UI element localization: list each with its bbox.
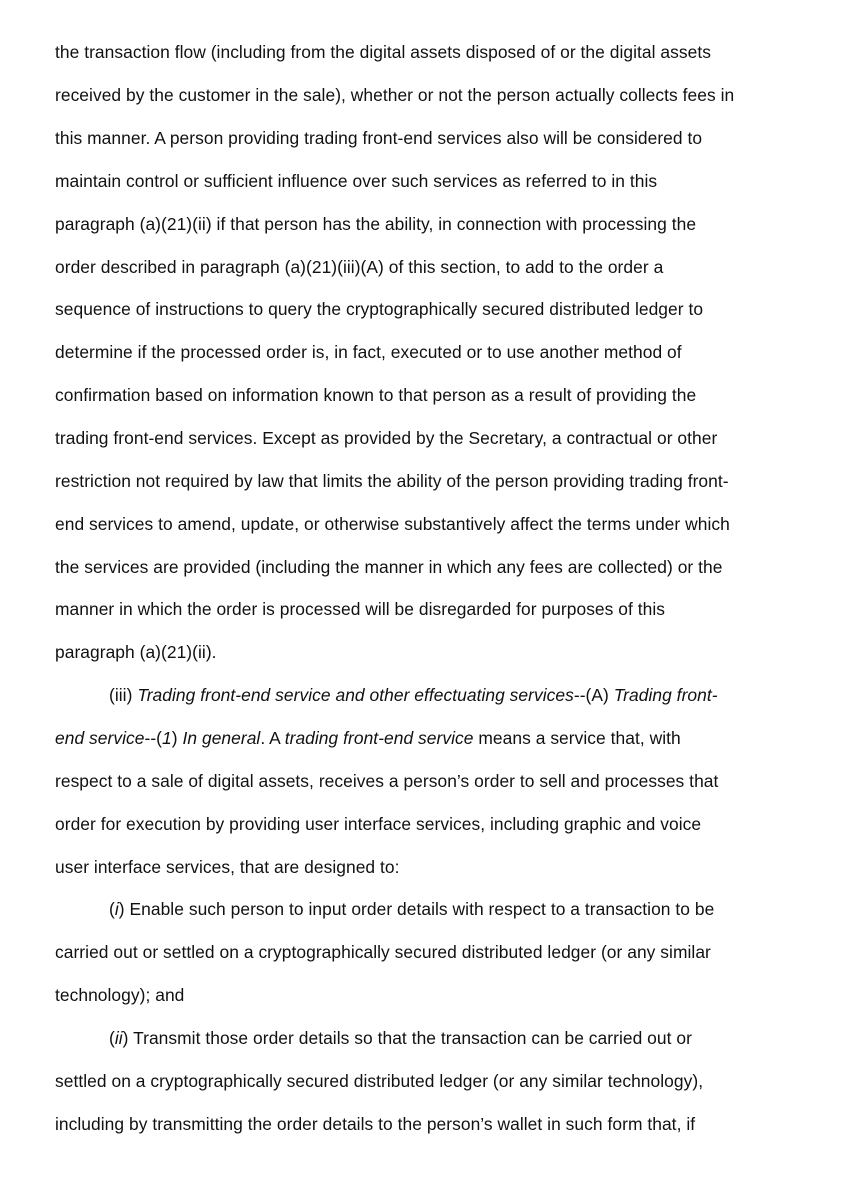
text-line: paragraph (a)(21)(ii) if that person has the ability, in connection with processing the [55, 214, 697, 234]
text-line: order for execution by providing user interface services, including graphic and voice [55, 814, 702, 834]
subsection-title: Trading front- [613, 685, 718, 705]
text-line: settled on a cryptographically secured distributed ledger (or any similar technology), [55, 1071, 704, 1091]
text-line: order described in paragraph (a)(21)(iii)(A) of this section, to add to the order a [55, 257, 664, 277]
text-line: respect to a sale of digital assets, receives a person’s order to sell and processes that [55, 771, 719, 791]
text-line: maintain control or sufficient influence over such services as referred to in this [55, 171, 658, 191]
item-text: ) Transmit those order details so that the transaction can be carried out or [122, 1028, 692, 1048]
definition-line [55, 727, 681, 749]
item-ii [109, 1027, 692, 1049]
item-text: ) Enable such person to input order details with respect to a transaction to be [118, 899, 715, 919]
section-iii-heading [109, 684, 718, 706]
text-line: including by transmitting the order details to the person’s wallet in such form that, if [55, 1114, 696, 1134]
text-line: end services to amend, update, or otherwise substantively affect the terms under which [55, 514, 730, 534]
item-number: i [114, 899, 119, 919]
text-line: this manner. A person providing trading front-end services also will be considered to [55, 128, 703, 148]
separator: --( [144, 728, 163, 748]
text-line: determine if the processed order is, in fact, executed or to use another method of [55, 342, 682, 362]
paragraph-number: 1 [162, 728, 172, 748]
paren: ( [109, 899, 115, 919]
text-line: manner in which the order is processed will be disregarded for purposes of this [55, 599, 666, 619]
text-line: the transaction flow (including from the digital assets disposed of or the digital assets [55, 42, 711, 62]
separator: --(A) [573, 685, 614, 705]
in-general-heading: In general [182, 728, 261, 748]
text-line: restriction not required by law that limits the ability of the person providing trading front- [55, 471, 729, 491]
text-line: paragraph (a)(21)(ii). [55, 642, 217, 662]
subsection-title-cont: end service [55, 728, 145, 748]
text-line: sequence of instructions to query the cryptographically secured distributed ledger to [55, 299, 704, 319]
separator: . A [260, 728, 285, 748]
definition-text: means a service that, with [473, 728, 681, 748]
text-line: confirmation based on information known to that person as a result of providing the [55, 385, 697, 405]
section-title: Trading front-end service and other effectuating services [137, 685, 574, 705]
separator: ) [171, 728, 183, 748]
defined-term: trading front-end service [284, 728, 474, 748]
item-i [109, 898, 714, 920]
paren: ( [109, 1028, 115, 1048]
text-line: received by the customer in the sale), whether or not the person actually collects fees in [55, 85, 735, 105]
text-line: the services are provided (including the manner in which any fees are collected) or the [55, 557, 723, 577]
section-label: (iii) [109, 685, 138, 705]
text-line: carried out or settled on a cryptographically secured distributed ledger (or any similar [55, 942, 711, 962]
item-number: ii [114, 1028, 123, 1048]
text-line: trading front-end services. Except as provided by the Secretary, a contractual or other [55, 428, 718, 448]
text-line: technology); and [55, 985, 185, 1005]
text-line: user interface services, that are designed to: [55, 857, 400, 877]
